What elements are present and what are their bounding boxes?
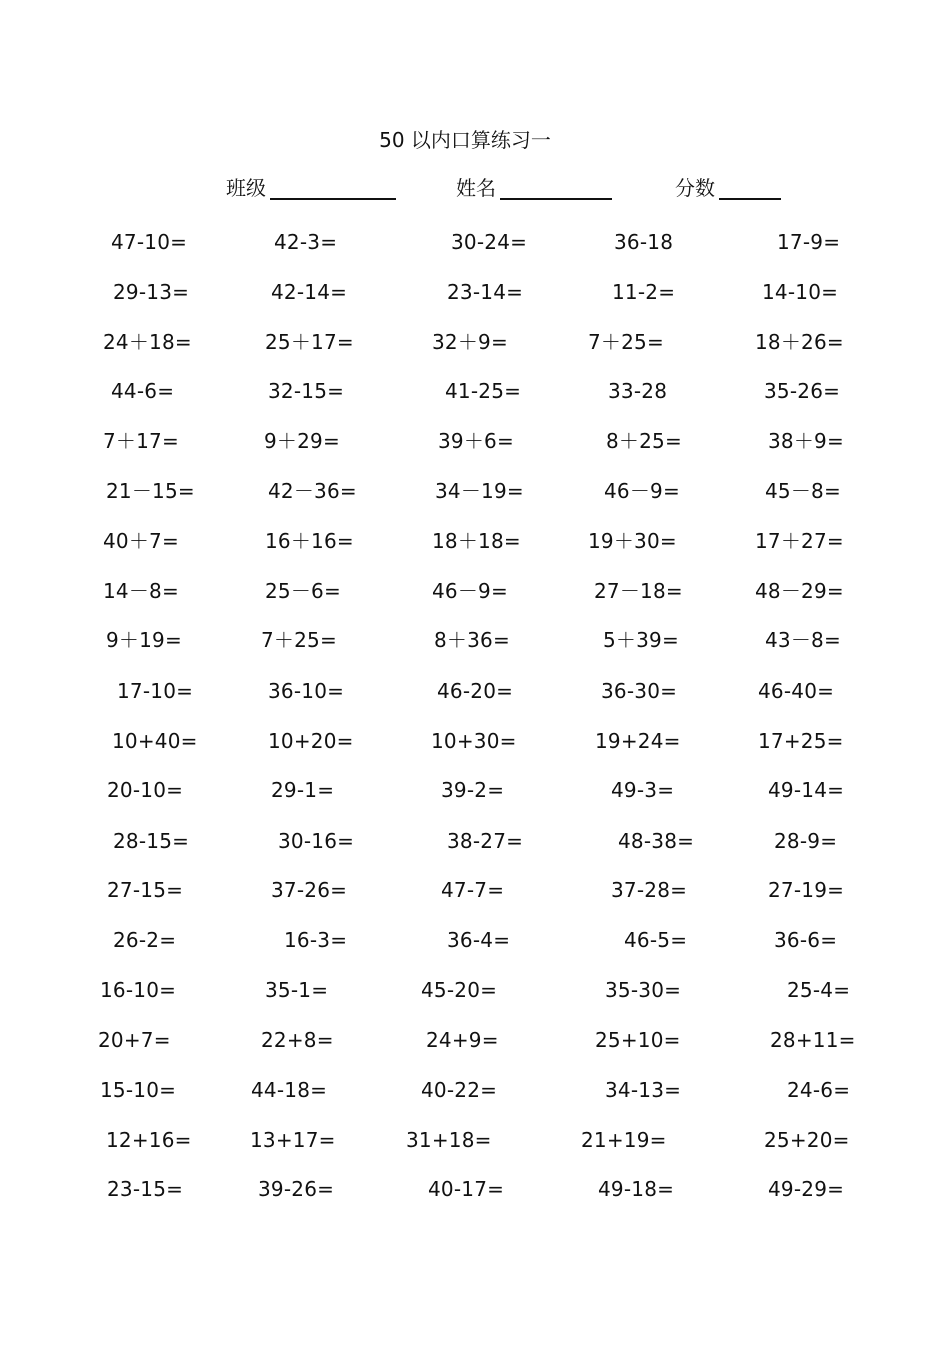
problem-cell: 20-10=: [107, 778, 184, 802]
problem-cell: 9＋19=: [106, 628, 182, 652]
problem-cell: 46-5=: [624, 928, 688, 952]
problem-cell: 38-27=: [447, 829, 524, 853]
problem-cell: 48－29=: [755, 579, 844, 603]
problem-cell: 37-26=: [271, 878, 348, 902]
problem-cell: 24＋18=: [103, 330, 192, 354]
problem-cell: 8＋25=: [606, 429, 682, 453]
score-label: 分数: [675, 176, 715, 200]
problem-cell: 21+19=: [581, 1128, 667, 1152]
problem-cell: 10+20=: [268, 729, 354, 753]
problem-cell: 18＋26=: [755, 330, 844, 354]
problem-cell: 28+11=: [770, 1028, 856, 1052]
class-label: 班级: [226, 176, 266, 200]
problem-cell: 36-6=: [774, 928, 838, 952]
name-field: [456, 172, 612, 204]
problem-cell: 45－8=: [765, 479, 841, 503]
problem-cell: 19＋30=: [588, 529, 677, 553]
problem-cell: 47-10=: [111, 230, 188, 254]
problem-row: [0, 825, 950, 875]
problem-cell: 39＋6=: [438, 429, 514, 453]
problem-cell: 36-4=: [447, 928, 511, 952]
problem-cell: 30-24=: [451, 230, 528, 254]
problem-cell: 16-3=: [284, 928, 348, 952]
problem-cell: 10+40=: [112, 729, 198, 753]
problem-cell: 49-29=: [768, 1177, 845, 1201]
problem-cell: 33-28: [608, 379, 668, 403]
problem-cell: 17＋27=: [755, 529, 844, 553]
problem-cell: 25＋17=: [265, 330, 354, 354]
problem-cell: 44-6=: [111, 379, 175, 403]
problem-cell: 29-1=: [271, 778, 335, 802]
problem-cell: 25+10=: [595, 1028, 681, 1052]
problem-cell: 25+20=: [764, 1128, 850, 1152]
problem-cell: 11-2=: [612, 280, 676, 304]
problem-cell: 12+16=: [106, 1128, 192, 1152]
problem-cell: 20+7=: [98, 1028, 171, 1052]
problem-row: [0, 1124, 950, 1174]
problem-cell: 7＋25=: [261, 628, 337, 652]
problem-row: [0, 624, 950, 674]
problem-cell: 7＋17=: [103, 429, 179, 453]
problem-cell: 7＋25=: [588, 330, 664, 354]
problem-cell: 26-2=: [113, 928, 177, 952]
problem-row: [0, 1173, 950, 1223]
problem-cell: 34-13=: [605, 1078, 682, 1102]
problem-row: [0, 774, 950, 824]
problem-row: [0, 226, 950, 276]
class-field: [226, 172, 396, 204]
problem-cell: 16＋16=: [265, 529, 354, 553]
problem-row: [0, 375, 950, 425]
problem-cell: 49-14=: [768, 778, 845, 802]
problem-cell: 46－9=: [432, 579, 508, 603]
problem-cell: 42-14=: [271, 280, 348, 304]
problem-cell: 9＋29=: [264, 429, 340, 453]
worksheet-title: 50 以内口算练习一: [379, 128, 551, 152]
problem-cell: 18＋18=: [432, 529, 521, 553]
problem-cell: 22+8=: [261, 1028, 334, 1052]
problem-cell: 17-9=: [777, 230, 841, 254]
problem-cell: 42－36=: [268, 479, 357, 503]
problem-cell: 37-28=: [611, 878, 688, 902]
problem-cell: 17+25=: [758, 729, 844, 753]
name-label: 姓名: [456, 176, 496, 200]
student-info: [0, 172, 950, 208]
problem-cell: 19+24=: [595, 729, 681, 753]
problem-cell: 40-17=: [428, 1177, 505, 1201]
problem-cell: 23-15=: [107, 1177, 184, 1201]
problem-cell: 48-38=: [618, 829, 695, 853]
problem-cell: 25－6=: [265, 579, 341, 603]
problem-cell: 36-30=: [601, 679, 678, 703]
problem-cell: 41-25=: [445, 379, 522, 403]
problem-cell: 25-4=: [787, 978, 851, 1002]
problem-row: [0, 1074, 950, 1124]
problem-cell: 32-15=: [268, 379, 345, 403]
score-blank[interactable]: [719, 172, 781, 200]
problem-cell: 40＋7=: [103, 529, 179, 553]
problem-row: [0, 675, 950, 725]
problem-cell: 8＋36=: [434, 628, 510, 652]
problem-cell: 45-20=: [421, 978, 498, 1002]
problem-cell: 32＋9=: [432, 330, 508, 354]
problem-cell: 28-15=: [113, 829, 190, 853]
problem-cell: 14－8=: [103, 579, 179, 603]
problem-row: [0, 475, 950, 525]
problem-row: [0, 575, 950, 625]
problem-cell: 42-3=: [274, 230, 338, 254]
problem-row: [0, 525, 950, 575]
problem-cell: 21－15=: [106, 479, 195, 503]
problem-cell: 39-2=: [441, 778, 505, 802]
problem-cell: 5＋39=: [603, 628, 679, 652]
problem-cell: 49-18=: [598, 1177, 675, 1201]
problem-cell: 46-40=: [758, 679, 835, 703]
problem-row: [0, 974, 950, 1024]
problem-cell: 30-16=: [278, 829, 355, 853]
problem-row: [0, 276, 950, 326]
problem-cell: 36-18: [614, 230, 674, 254]
problem-cell: 31+18=: [406, 1128, 492, 1152]
name-blank[interactable]: [500, 172, 612, 200]
problem-cell: 28-9=: [774, 829, 838, 853]
problem-cell: 43－8=: [765, 628, 841, 652]
problem-cell: 44-18=: [251, 1078, 328, 1102]
problem-cell: 27－18=: [594, 579, 683, 603]
problem-cell: 15-10=: [100, 1078, 177, 1102]
problem-cell: 17-10=: [117, 679, 194, 703]
problem-row: [0, 924, 950, 974]
problem-cell: 10+30=: [431, 729, 517, 753]
problem-cell: 13+17=: [250, 1128, 336, 1152]
problem-row: [0, 326, 950, 376]
problem-cell: 46-20=: [437, 679, 514, 703]
problem-cell: 16-10=: [100, 978, 177, 1002]
score-field: [675, 172, 781, 204]
problem-row: [0, 874, 950, 924]
problem-cell: 23-14=: [447, 280, 524, 304]
problem-cell: 36-10=: [268, 679, 345, 703]
problem-row: [0, 1024, 950, 1074]
problem-cell: 39-26=: [258, 1177, 335, 1201]
problem-row: [0, 425, 950, 475]
problem-cell: 14-10=: [762, 280, 839, 304]
problem-cell: 24-6=: [787, 1078, 851, 1102]
problem-cell: 38＋9=: [768, 429, 844, 453]
problem-cell: 29-13=: [113, 280, 190, 304]
class-blank[interactable]: [270, 172, 396, 200]
problem-cell: 46－9=: [604, 479, 680, 503]
problem-cell: 27-19=: [768, 878, 845, 902]
problem-row: [0, 725, 950, 775]
problem-cell: 24+9=: [426, 1028, 499, 1052]
problem-cell: 27-15=: [107, 878, 184, 902]
problem-cell: 35-1=: [265, 978, 329, 1002]
problem-cell: 34－19=: [435, 479, 524, 503]
problem-cell: 35-30=: [605, 978, 682, 1002]
problem-cell: 47-7=: [441, 878, 505, 902]
problem-cell: 49-3=: [611, 778, 675, 802]
problem-cell: 35-26=: [764, 379, 841, 403]
problem-cell: 40-22=: [421, 1078, 498, 1102]
